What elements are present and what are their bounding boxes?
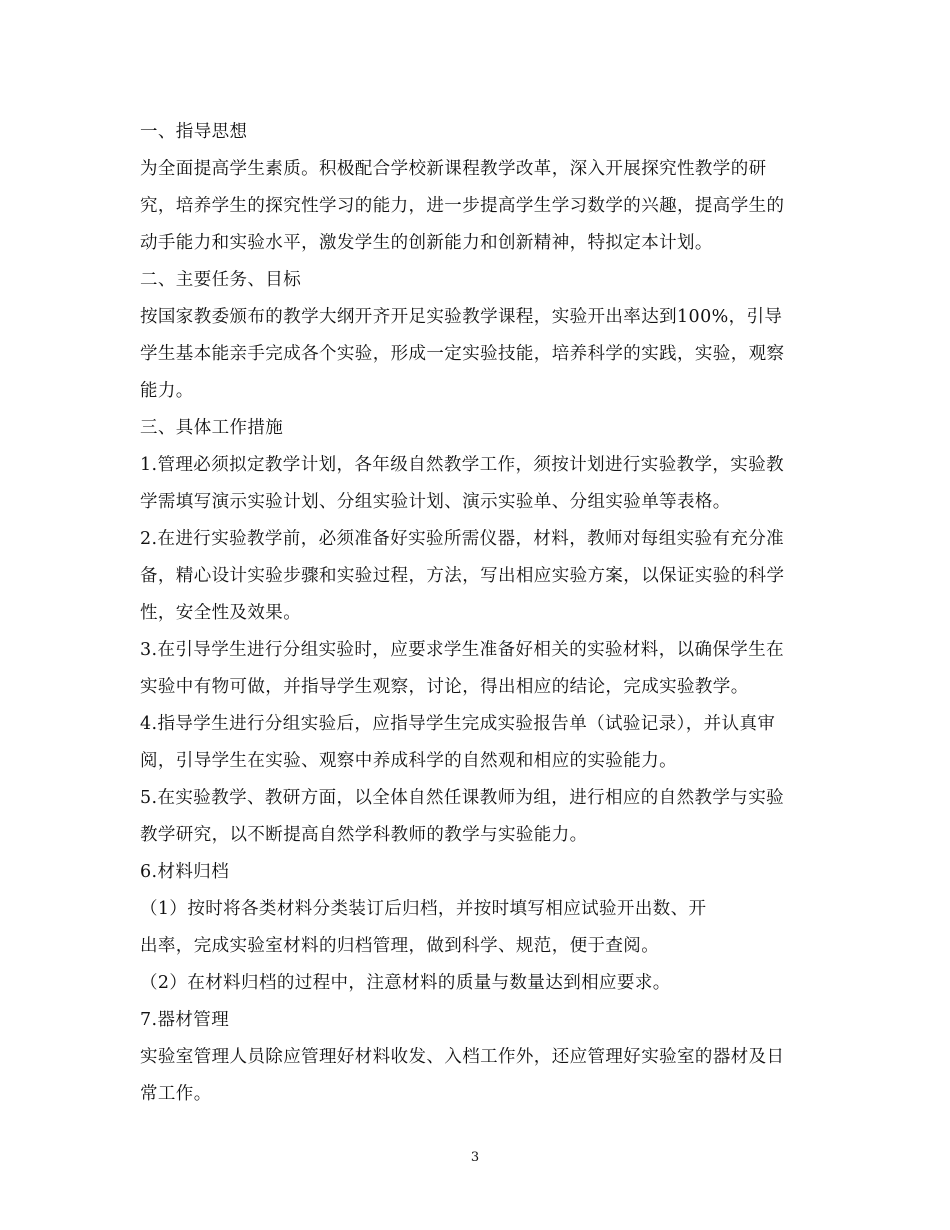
paragraph-line: 实验室管理人员除应管理好材料收发、入档工作外，还应管理好实验室的器材及日 [140, 1047, 785, 1067]
paragraph-line: 学生基本能亲手完成各个实验，形成一定实验技能，培养科学的实践，实验，观察 [140, 344, 785, 364]
list-item-line: 5.在实验教学、教研方面，以全体自然任课教师为组，进行相应的自然教学与实验 [140, 788, 784, 808]
list-item-line: 性，安全性及效果。 [140, 603, 302, 623]
list-item-line: 教学研究，以不断提高自然学科教师的教学与实验能力。 [140, 825, 588, 845]
subheading-equipment-management: 7.器材管理 [140, 1010, 230, 1030]
list-item-line: 1.管理必须拟定教学计划，各年级自然教学工作，须按计划进行实验教学，实验教 [140, 455, 784, 475]
paragraph-line: 为全面提高学生素质。积极配合学校新课程教学改革，深入开展探究性教学的研 [140, 159, 767, 179]
list-item-line: 学需填写演示实验计划、分组实验计划、演示实验单、分组实验单等表格。 [140, 492, 731, 512]
page-number: 3 [470, 1150, 480, 1165]
paragraph-line: 究，培养学生的探究性学习的能力，进一步提高学生学习数学的兴趣，提高学生的 [140, 196, 785, 216]
heading-main-tasks: 二、主要任务、目标 [140, 270, 302, 290]
list-item-line: 2.在进行实验教学前，必须准备好实验所需仪器，材料，教师对每组实验有充分准 [140, 529, 784, 549]
document-body [140, 114, 820, 1113]
paragraph-line: 能力。 [140, 381, 194, 401]
paragraph-line: 动手能力和实验水平，激发学生的创新能力和创新精神，特拟定本计划。 [140, 233, 713, 253]
list-item-line: 阅，引导学生在实验、观察中养成科学的自然观和相应的实验能力。 [140, 751, 677, 771]
list-item-line: 3.在引导学生进行分组实验时，应要求学生准备好相关的实验材料，以确保学生在 [140, 640, 784, 660]
list-item-line: （2）在材料归档的过程中，注意材料的质量与数量达到相应要求。 [140, 973, 671, 993]
paragraph-line: 常工作。 [140, 1084, 212, 1104]
paragraph-line: 按国家教委颁布的教学大纲开齐开足实验教学课程，实验开出率达到100%，引导 [140, 307, 783, 327]
subheading-material-archive: 6.材料归档 [140, 862, 230, 882]
list-item-line: 4.指导学生进行分组实验后，应指导学生完成实验报告单（试验记录），并认真审 [140, 714, 776, 734]
list-item-line: 出率，完成实验室材料的归档管理，做到科学、规范，便于查阅。 [140, 936, 660, 956]
heading-guiding-ideology: 一、指导思想 [140, 122, 248, 142]
list-item-line: 备，精心设计实验步骤和实验过程，方法，写出相应实验方案，以保证实验的科学 [140, 566, 785, 586]
list-item-line: （1）按时将各类材料分类装订后归档，并按时填写相应试验开出数、开 [140, 899, 707, 919]
heading-work-measures: 三、具体工作措施 [140, 418, 284, 438]
list-item-line: 实验中有物可做，并指导学生观察，讨论，得出相应的结论，完成实验教学。 [140, 677, 749, 697]
